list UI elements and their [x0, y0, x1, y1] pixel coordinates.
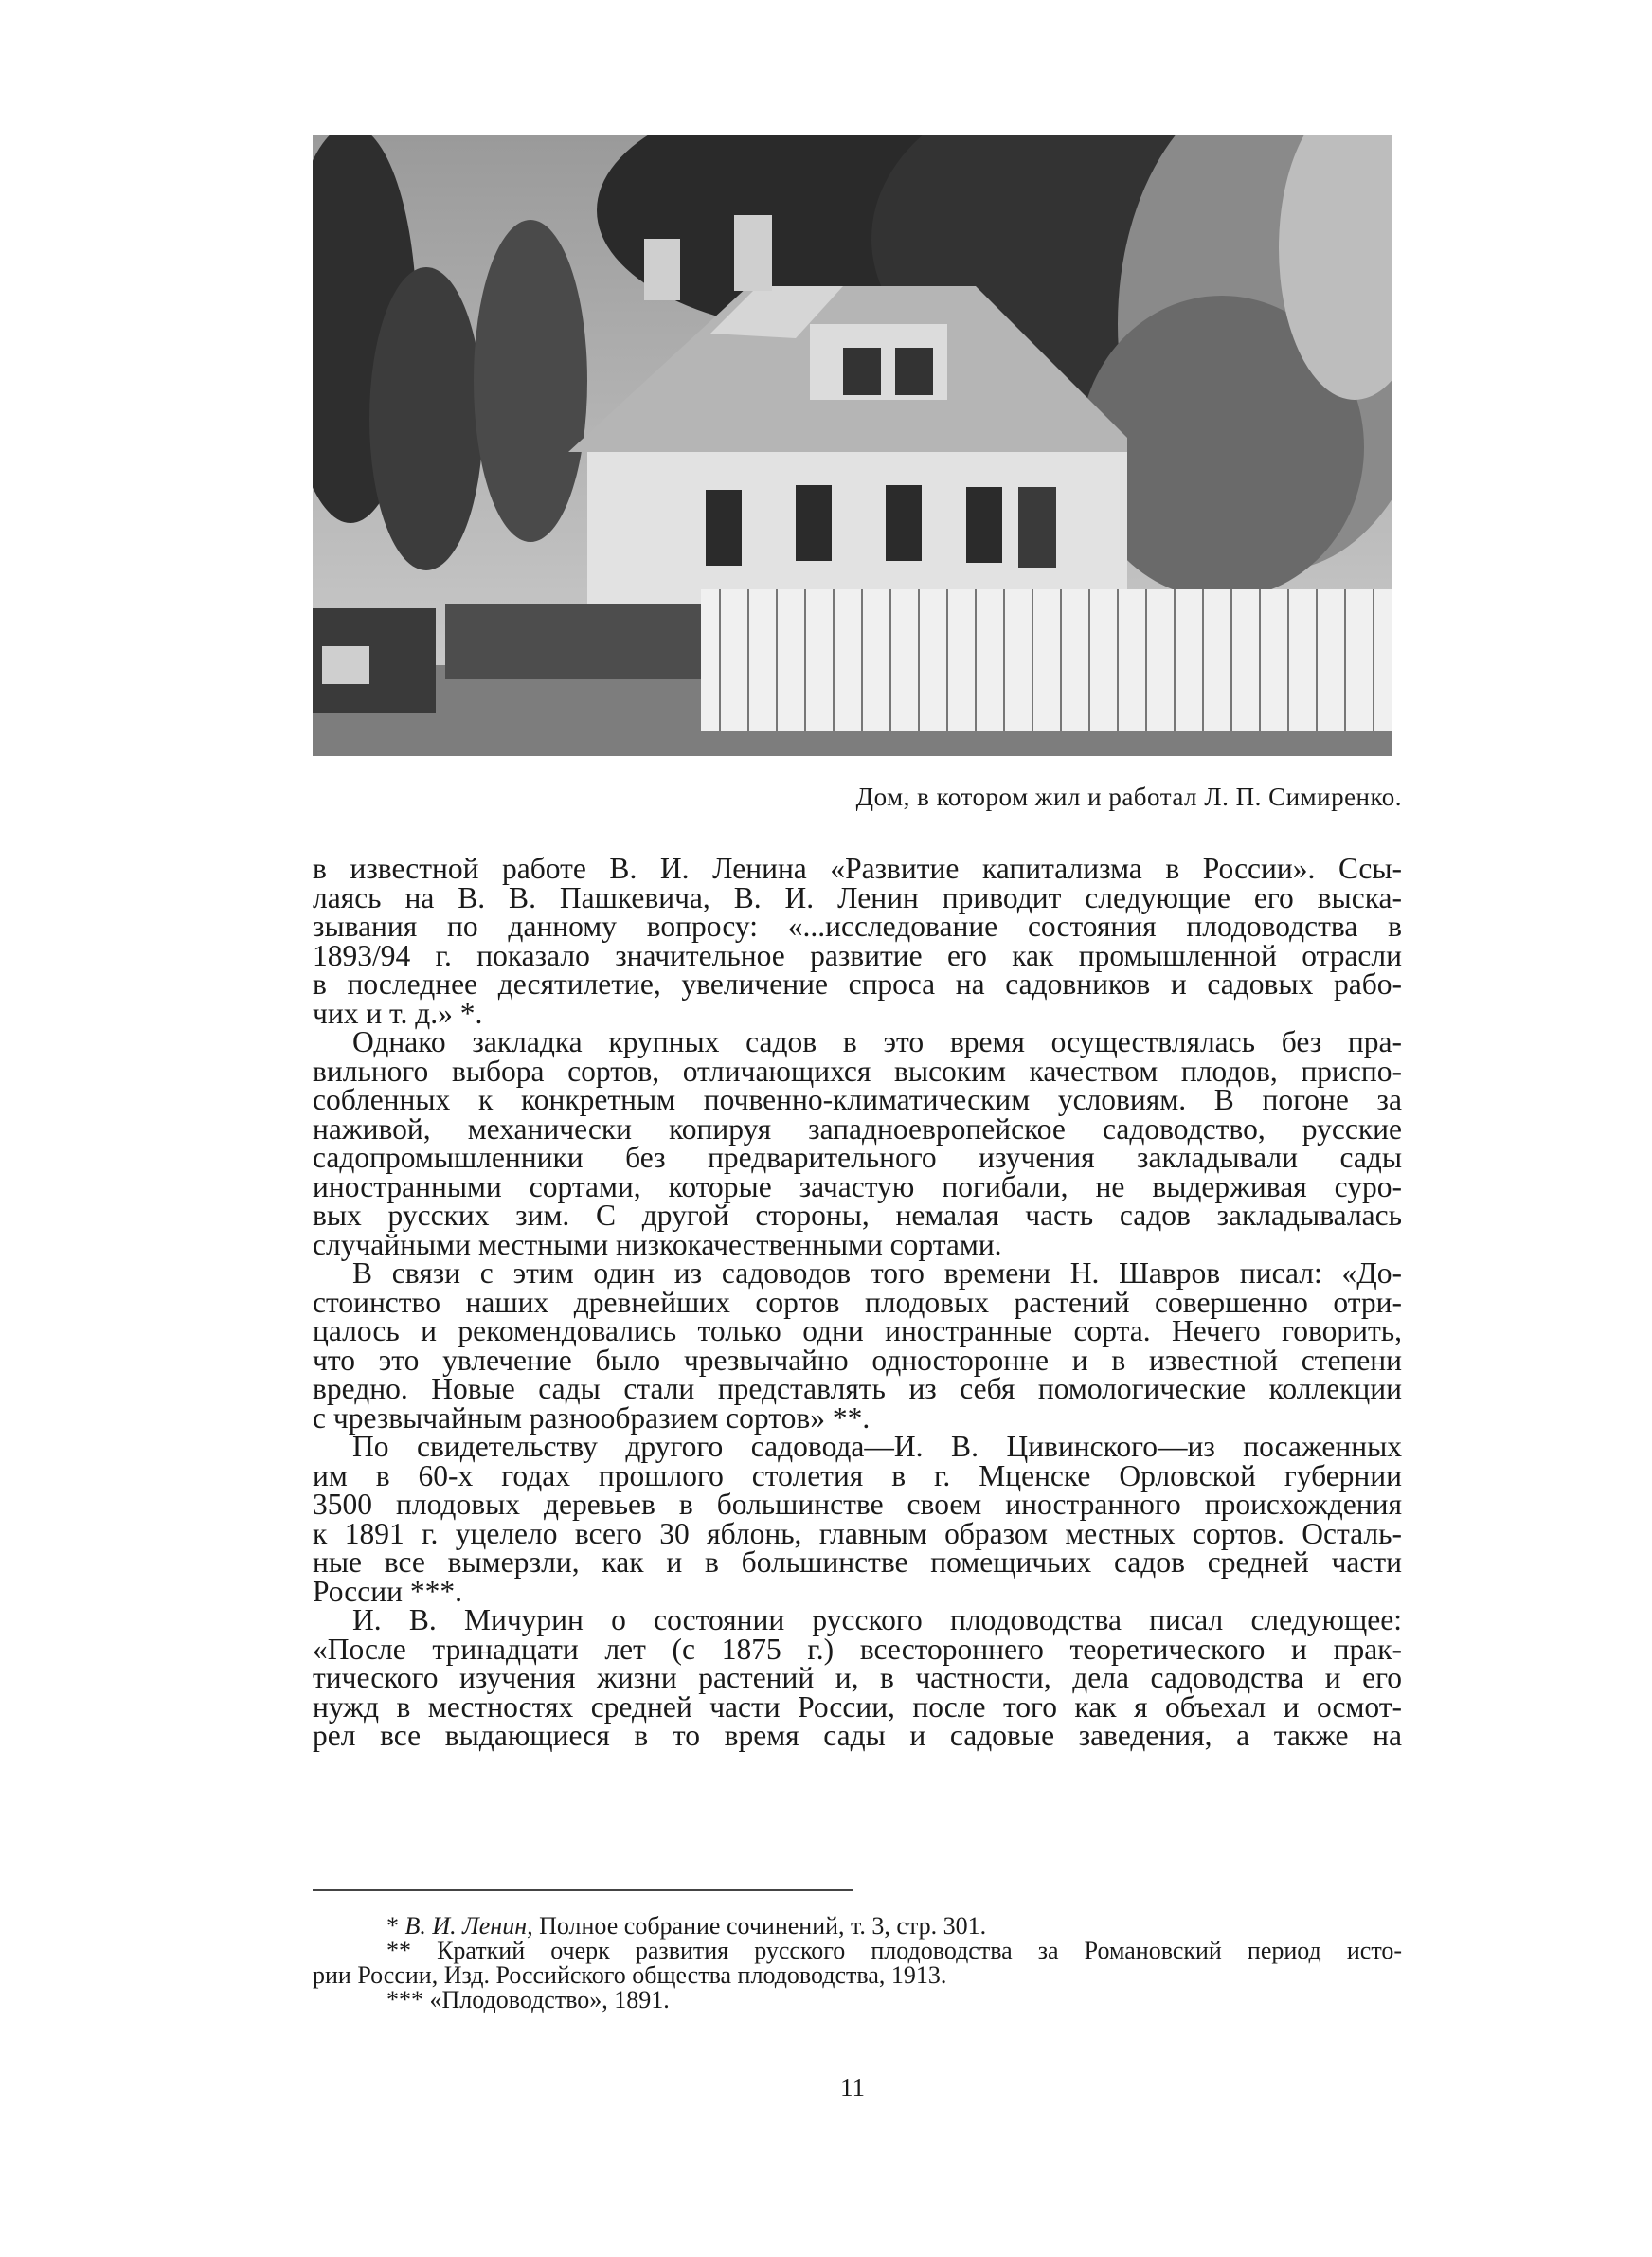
text-line: в известной работе В. И. Ленина «Развитие капитализма в России». Ссы- [313, 852, 1402, 885]
text-line: лаясь на В. В. Пашкевича, В. И. Ленин приводит следующие его выска- [313, 880, 1402, 914]
text-line: нужд в местностях средней части России, после того как я объехал и осмот- [313, 1689, 1402, 1724]
text-line: И. В. Мичурин о состоянии русского плодоводства писал следующее: [352, 1603, 1402, 1636]
text-line: садопромышленники без предварительного изучения закладывали сады [313, 1141, 1402, 1174]
text-line: в последнее десятилетие, увеличение спроса на садовников и садовых рабо- [313, 967, 1402, 1001]
text-line: По свидетельству другого садовода—И. В. Цивинского—из посаженных [352, 1430, 1402, 1463]
text-line: 3500 плодовых деревьев в большинстве своем иностранного происхождения [313, 1488, 1402, 1521]
text-line: 1893/94 г. показало значительное развитие его как промышленной отрасли [313, 938, 1402, 972]
text-line: тического изучения жизни растений и, в частности, дела садоводства и его [313, 1661, 1402, 1694]
footnotes [313, 1914, 1402, 2013]
text-line: к 1891 г. уцелело всего 30 яблонь, главным образом местных сортов. Осталь- [313, 1516, 1402, 1550]
text-line: чих и т. д.» *. [313, 996, 483, 1030]
text-line: что это увлечение было чрезвычайно односторонне и в известной степени [313, 1343, 1402, 1377]
page-number: 11 [840, 2073, 865, 2102]
photo-caption: Дом, в котором жил и работал Л. П. Симиренко. [855, 783, 1402, 811]
footnote-1: * В. И. Ленин, Полное собрание сочинений, т. 3, стр. 301. [386, 1912, 987, 1940]
text-line: России ***. [313, 1574, 462, 1608]
text-line: собленных к конкретным почвенно-климатическим условиям. В погоне за [313, 1083, 1402, 1116]
text-line: ные все вымерзли, как и в большинстве помещичьих садов средней части [313, 1545, 1402, 1579]
main-text [313, 852, 1402, 1752]
text-line: рел все выдающиеся в то время сады и садовые заведения, а также на [313, 1719, 1402, 1752]
text-line: цалось и рекомендовались только одни иностранные сорта. Нечего говорить, [313, 1314, 1402, 1347]
text-line: зывания по данному вопросу: «...исследование состояния плодоводства в [313, 910, 1402, 943]
text-line: «После тринадцати лет (с 1875 г.) всестороннего теоретического и прак- [313, 1632, 1402, 1666]
text-line: иностранными сортами, которые зачастую погибали, не выдерживая суро- [313, 1169, 1402, 1203]
text-line: стоинство наших древнейших сортов плодовых растений совершенно отри- [313, 1285, 1402, 1319]
text-line: им в 60-х годах прошлого столетия в г. Мценске Орловской губернии [313, 1458, 1402, 1492]
footnote-divider [313, 1889, 853, 1891]
text-line: В связи с этим один из садоводов того времени Н. Шавров писал: «До- [352, 1256, 1402, 1290]
text-line: с чрезвычайным разнообразием сортов» **. [313, 1400, 871, 1435]
footnote-2: ** Краткий очерк развития русского плодоводства за Романовский период исто- [386, 1937, 1402, 1964]
text-line: вильного выбора сортов, отличающихся высоким качеством плодов, приспо- [313, 1054, 1402, 1088]
footnote-3: *** «Плодоводство», 1891. [386, 1986, 670, 2013]
text-line: Однако закладка крупных садов в это время осуществлялась без пра- [352, 1025, 1402, 1058]
footnote-2-cont: рии России, Изд. Российского общества плодоводства, 1913. [313, 1961, 947, 1989]
house-photo [313, 135, 1392, 756]
text-line: вредно. Новые сады стали представлять из себя помологические коллекции [313, 1372, 1402, 1405]
text-line: вых русских зим. С другой стороны, немалая часть садов закладывалась [313, 1199, 1402, 1232]
text-line: наживой, механически копируя западноевропейское садоводство, русские [313, 1111, 1402, 1146]
text-line: случайными местными низкокачественными сортами. [313, 1227, 1002, 1261]
